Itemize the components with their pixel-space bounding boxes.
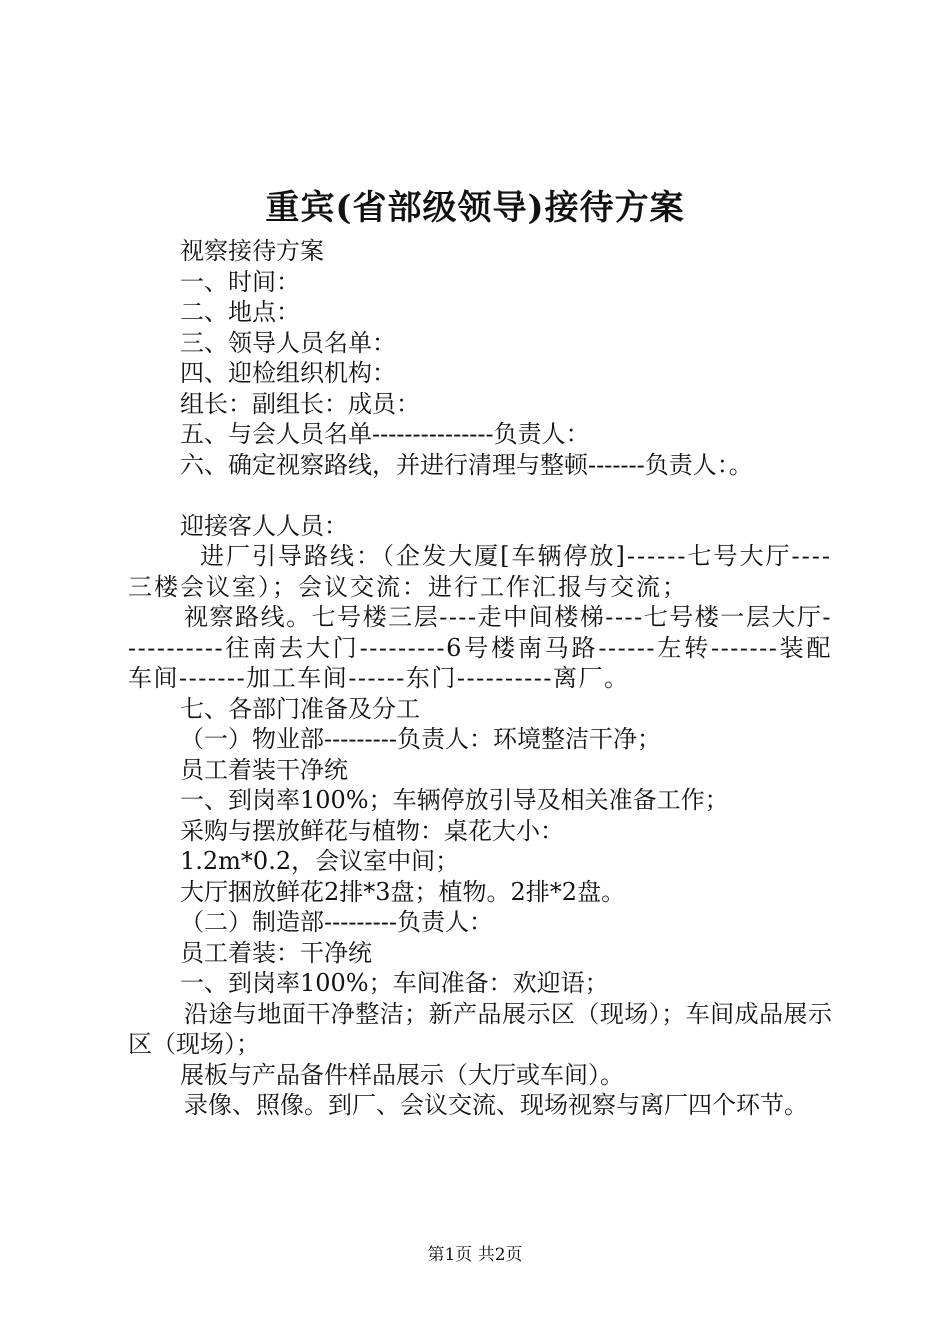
paragraph-line: 1.2m*0.2，会议室中间； <box>180 847 460 875</box>
paragraph-block: 进厂引导路线：（企发大厦[车辆停放]------七号大厅----三楼会议室）；会议交流：进行工作汇报与交流； <box>128 542 832 601</box>
paragraph-line: 二、地点： <box>180 298 300 326</box>
paragraph-line: 五、与会人员名单---------------负责人： <box>180 420 590 448</box>
paragraph-line: 迎接客人人员： <box>180 511 348 540</box>
paragraph-line: 录像、照像。到厂、会议交流、现场视察与离厂四个环节。 <box>184 1091 808 1119</box>
paragraph-line: 采购与摆放鲜花与植物：桌花大小： <box>180 816 564 845</box>
paragraph-block: 视察路线。七号楼三层----走中间楼梯----七号楼一层大厅-----------往南去大门---------6号楼南马路------左转-------装配车间-------加工车间------东门----------离厂。 <box>128 603 832 692</box>
paragraph-block: 沿途与地面干净整洁；新产品展示区（现场）；车间成品展示区（现场）； <box>128 999 832 1058</box>
page-footer: 第1页 共2页 <box>427 1245 523 1265</box>
paragraph-line: 四、迎检组织机构： <box>180 359 396 387</box>
paragraph-line: 员工着装干净统 <box>180 755 348 784</box>
paragraph-line: 七、各部门准备及分工 <box>180 694 420 723</box>
paragraph-line: （一）物业部---------负责人：环境整洁干净； <box>180 725 661 753</box>
paragraph-line: 六、确定视察路线，并进行清理与整顿-------负责人：。 <box>180 450 753 479</box>
paragraph-line: 视察接待方案 <box>180 237 324 265</box>
document-title: 重宾(省部级领导)接待方案 <box>265 188 685 228</box>
paragraph-line: 一、到岗率100%；车辆停放引导及相关准备工作； <box>180 786 729 814</box>
paragraph-line: 大厅捆放鲜花2排*3盘；植物。2排*2盘。 <box>180 877 626 906</box>
paragraph-line: 一、时间： <box>180 267 300 296</box>
paragraph-line: （二）制造部---------负责人： <box>180 908 493 936</box>
document-body <box>128 236 832 1121</box>
paragraph-line: 三、领导人员名单： <box>180 328 396 357</box>
blank-line <box>128 480 832 511</box>
paragraph-line: 一、到岗率100%；车间准备：欢迎语； <box>180 969 609 997</box>
paragraph-line: 组长：副组长：成员： <box>180 389 420 418</box>
paragraph-line: 展板与产品备件样品展示（大厅或车间）。 <box>180 1060 624 1089</box>
paragraph-line: 员工着装：干净统 <box>180 938 372 967</box>
